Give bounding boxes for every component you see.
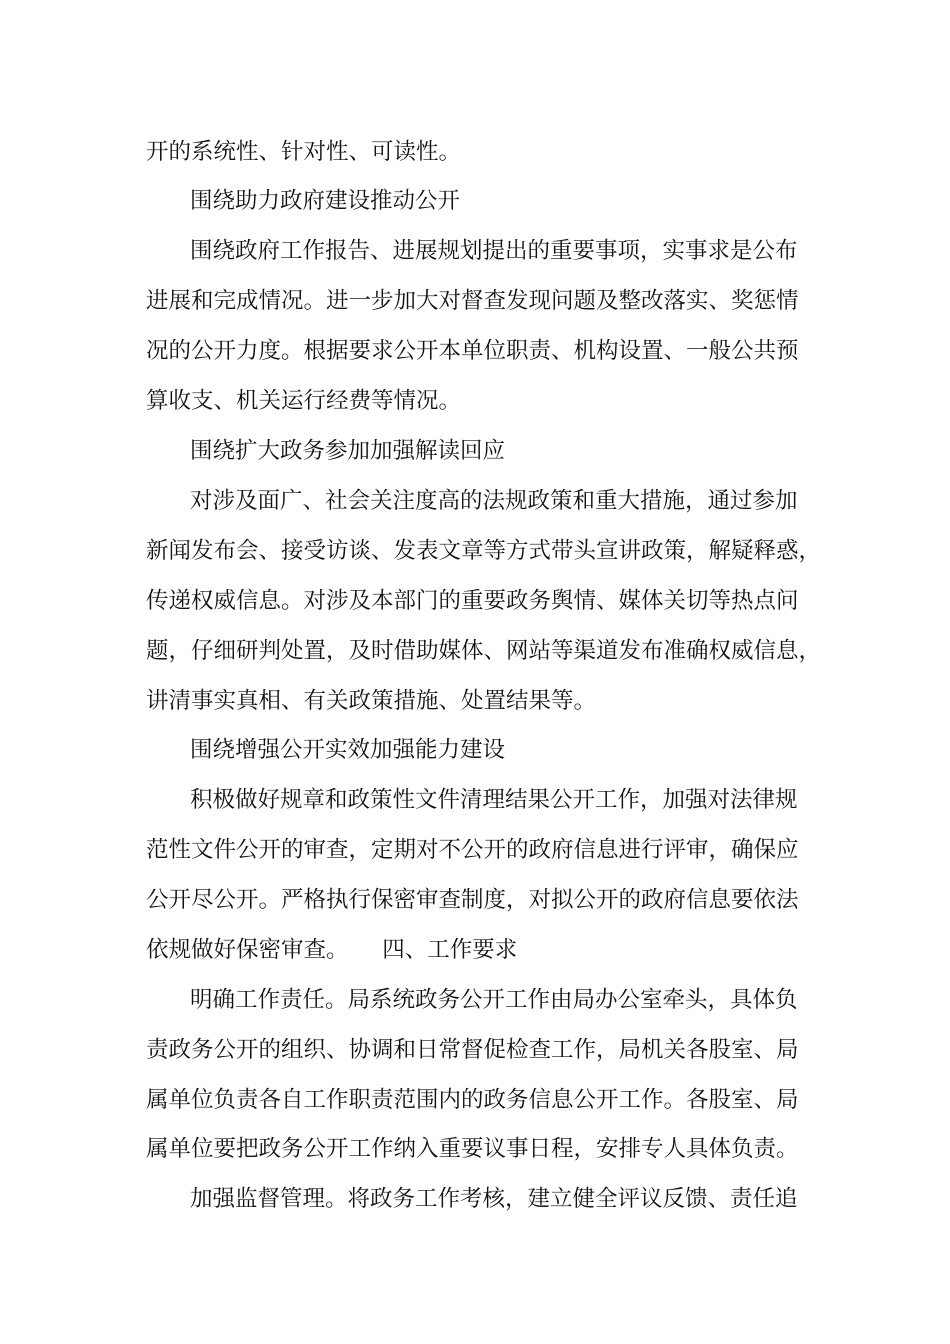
section-heading: 围绕助力政府建设推动公开	[190, 188, 461, 214]
section-heading: 围绕扩大政务参加加强解读回应	[190, 438, 506, 464]
text-line: 题，仔细研判处置，及时借助媒体、网站等渠道发布准确权威信息，	[146, 638, 822, 664]
text-line: 讲清事实真相、有关政策措施、处置结果等。	[146, 688, 597, 714]
text-line: 范性文件公开的审查，定期对不公开的政府信息进行评审，确保应	[146, 837, 799, 863]
text-line: 依规做好保密审查。 四、工作要求	[146, 937, 518, 963]
text-line: 积极做好规章和政策性文件清理结果公开工作，加强对法律规	[190, 787, 798, 813]
text-line: 对涉及面广、社会关注度高的法规政策和重大措施，通过参加	[190, 488, 798, 514]
text-line: 开的系统性、针对性、可读性。	[146, 139, 462, 165]
text-line: 属单位负责各自工作职责范围内的政务信息公开工作。各股室、局	[146, 1087, 799, 1113]
text-line: 进展和完成情况。进一步加大对督查发现问题及整改落实、奖惩情	[146, 288, 799, 314]
text-line: 新闻发布会、接受访谈、发表文章等方式带头宣讲政策，解疑释惑，	[146, 538, 822, 564]
text-line: 加强监督管理。将政务工作考核，建立健全评议反馈、责任追	[190, 1186, 798, 1212]
text-line: 算收支、机关运行经费等情况。	[146, 388, 462, 414]
text-line: 属单位要把政务公开工作纳入重要议事日程，安排专人具体负责。	[146, 1136, 799, 1162]
text-line: 责政务公开的组织、协调和日常督促检查工作，局机关各股室、局	[146, 1037, 799, 1063]
text-line: 公开尽公开。严格执行保密审查制度，对拟公开的政府信息要依法	[146, 887, 799, 913]
text-line: 况的公开力度。根据要求公开本单位职责、机构设置、一般公共预	[146, 338, 799, 364]
text-line: 围绕政府工作报告、进展规划提出的重要事项，实事求是公布	[190, 238, 798, 264]
text-line: 明确工作责任。局系统政务公开工作由局办公室牵头，具体负	[190, 987, 798, 1013]
section-heading: 围绕增强公开实效加强能力建设	[190, 737, 506, 763]
text-line: 传递权威信息。对涉及本部门的重要政务舆情、媒体关切等热点问	[146, 588, 799, 614]
